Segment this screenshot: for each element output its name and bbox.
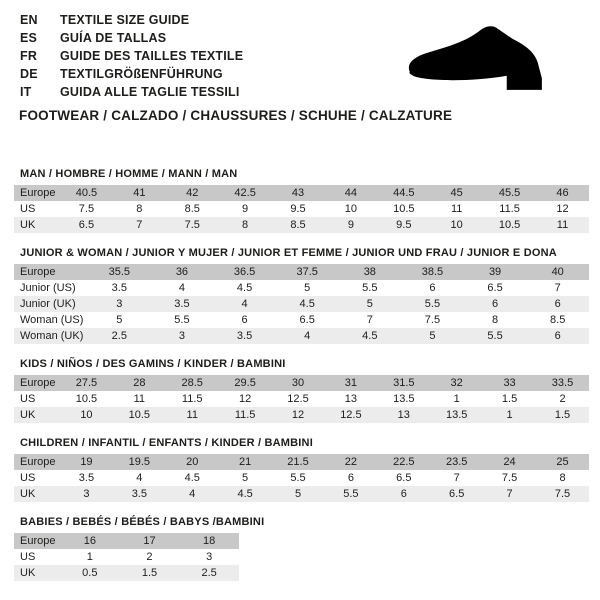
size-value-cell: 21.5 — [272, 454, 325, 470]
size-value-cell: 3.5 — [213, 328, 276, 344]
size-value-cell: 11 — [536, 217, 589, 233]
size-section — [0, 358, 600, 423]
size-value-cell: 3.5 — [151, 296, 214, 312]
row-label-cell: Junior (UK) — [14, 296, 88, 312]
size-value-cell: 1.5 — [536, 407, 589, 423]
row-label-cell: Woman (US) — [20, 314, 84, 326]
size-tables-container — [0, 168, 600, 595]
size-value-cell: 1.5 — [120, 565, 180, 581]
size-value-cell: 6.5 — [487, 282, 503, 294]
size-value-cell: 8.5 — [184, 203, 200, 215]
size-value-cell: 6 — [429, 282, 436, 294]
size-value-cell: 21 — [219, 454, 272, 470]
table-row — [14, 565, 239, 581]
size-value-cell: 8 — [492, 314, 499, 326]
size-value-cell: 7 — [483, 486, 536, 502]
language-code: FR — [20, 49, 38, 63]
size-value-cell: 19.5 — [113, 454, 166, 470]
size-value-cell: 4 — [136, 472, 143, 484]
table-row — [14, 454, 589, 470]
size-value-cell: 31.5 — [377, 375, 430, 391]
size-value-cell: 6.5 — [60, 217, 113, 233]
size-value-cell: 5 — [401, 328, 464, 344]
size-value-cell: 8 — [219, 217, 272, 233]
size-value-cell: 33 — [483, 375, 536, 391]
language-code: IT — [20, 85, 32, 99]
size-value-cell: 6 — [241, 314, 248, 326]
size-value-cell: 10.5 — [113, 407, 166, 423]
section-title: JUNIOR & WOMAN / JUNIOR Y MUJER / JUNIOR ET FEMME / JUNIOR UND FRAU / JUNIOR E DONA — [20, 247, 557, 259]
size-value-cell: 11.5 — [499, 203, 520, 215]
category-title: FOOTWEAR / CALZADO / CHAUSSURES / SCHUHE / CALZATURE — [19, 108, 453, 123]
size-value-cell: 13.5 — [393, 393, 415, 405]
size-value-cell: 40.5 — [60, 185, 113, 201]
row-label-cell: Woman (UK) — [14, 328, 88, 344]
size-value-cell: 7.5 — [166, 217, 219, 233]
size-value-cell: 4.5 — [236, 282, 253, 294]
size-value-cell: 12 — [556, 203, 569, 215]
size-value-cell: 45.5 — [483, 185, 536, 201]
size-value-cell: 29.5 — [219, 375, 272, 391]
table-row — [14, 201, 589, 217]
row-label-cell: Europe — [14, 533, 60, 549]
size-value-cell: 44.5 — [377, 185, 430, 201]
table-row — [14, 375, 589, 391]
size-value-cell: 3 — [151, 328, 214, 344]
section-title: MAN / HOMBRE / HOMME / MANN / MAN — [20, 168, 238, 180]
size-value-cell: 8 — [136, 203, 143, 215]
size-value-cell: 5 — [242, 472, 249, 484]
size-value-cell: 5.5 — [362, 282, 378, 294]
size-value-cell: 2.5 — [88, 328, 151, 344]
size-value-cell: 7 — [113, 217, 166, 233]
size-value-cell: 10.5 — [75, 393, 98, 405]
size-value-cell: 3.5 — [113, 486, 166, 502]
size-value-cell: 11.5 — [219, 407, 272, 423]
size-value-cell: 7 — [366, 314, 373, 326]
size-value-cell: 10.5 — [483, 217, 536, 233]
size-section — [0, 247, 600, 344]
row-label-cell: UK — [14, 217, 60, 233]
size-value-cell: 5.5 — [464, 328, 527, 344]
table-row — [14, 185, 589, 201]
size-value-cell: 23.5 — [430, 454, 483, 470]
size-value-cell: 3.5 — [78, 472, 95, 484]
size-table — [14, 454, 589, 502]
row-label-cell: US — [20, 393, 36, 405]
size-table — [14, 264, 589, 344]
table-row — [14, 312, 589, 328]
language-title: GUÍA DE TALLAS — [60, 31, 167, 45]
size-value-cell: 9 — [242, 203, 249, 215]
size-value-cell: 10.5 — [393, 203, 415, 215]
size-table — [14, 185, 589, 233]
size-value-cell: 5 — [116, 314, 123, 326]
size-value-cell: 2 — [146, 551, 153, 563]
size-value-cell: 6.5 — [396, 472, 412, 484]
table-row — [14, 280, 589, 296]
row-label-cell: US — [20, 203, 36, 215]
size-value-cell: 11.5 — [181, 393, 203, 405]
size-value-cell: 39 — [464, 264, 527, 280]
language-row — [20, 83, 243, 101]
row-label-cell: Europe — [14, 185, 60, 201]
size-value-cell: 6 — [347, 472, 354, 484]
table-row — [14, 264, 589, 280]
size-value-cell: 41 — [113, 185, 166, 201]
row-label-cell: UK — [14, 407, 60, 423]
size-value-cell: 30 — [272, 375, 325, 391]
size-value-cell: 6 — [464, 296, 527, 312]
size-value-cell: 7 — [453, 472, 460, 484]
size-value-cell: 8.5 — [550, 314, 566, 326]
size-value-cell: 10 — [60, 407, 113, 423]
size-value-cell: 5.5 — [290, 472, 306, 484]
size-value-cell: 11 — [450, 203, 463, 215]
size-value-cell: 43 — [272, 185, 325, 201]
size-value-cell: 4 — [213, 296, 276, 312]
size-value-cell: 3 — [88, 296, 151, 312]
size-value-cell: 45 — [430, 185, 483, 201]
section-title: KIDS / NIÑOS / DES GAMINS / KINDER / BAMBINI — [20, 358, 286, 370]
size-value-cell: 18 — [179, 533, 239, 549]
size-section — [0, 437, 600, 502]
size-value-cell: 19 — [60, 454, 113, 470]
size-value-cell: 12 — [272, 407, 325, 423]
size-value-cell: 3.5 — [111, 282, 127, 294]
size-value-cell: 8 — [559, 472, 566, 484]
row-label-cell: Europe — [14, 375, 60, 391]
size-value-cell: 22 — [324, 454, 377, 470]
size-value-cell: 9.5 — [377, 217, 430, 233]
size-value-cell: 40 — [526, 264, 589, 280]
size-value-cell: 17 — [120, 533, 180, 549]
size-section — [0, 516, 600, 581]
size-table — [14, 375, 589, 423]
size-value-cell: 9.5 — [290, 203, 306, 215]
size-value-cell: 44 — [324, 185, 377, 201]
table-row — [14, 470, 589, 486]
size-value-cell: 7.5 — [536, 486, 589, 502]
row-label-cell: Junior (US) — [20, 282, 76, 294]
size-value-cell: 1.5 — [501, 393, 518, 405]
size-value-cell: 1 — [453, 393, 460, 405]
table-row — [14, 549, 239, 565]
size-value-cell: 7.5 — [78, 203, 95, 215]
size-value-cell: 1 — [483, 407, 536, 423]
size-value-cell: 36.5 — [213, 264, 276, 280]
size-value-cell: 6.5 — [299, 314, 315, 326]
size-value-cell: 6 — [526, 296, 589, 312]
section-title: BABIES / BEBÉS / BÉBÉS / BABYS /BAMBINI — [20, 516, 265, 528]
size-value-cell: 9 — [324, 217, 377, 233]
size-value-cell: 24 — [483, 454, 536, 470]
size-value-cell: 3 — [206, 551, 213, 563]
size-value-cell: 11 — [133, 393, 146, 405]
size-value-cell: 4.5 — [184, 472, 200, 484]
size-value-cell: 6 — [377, 486, 430, 502]
size-value-cell: 13.5 — [430, 407, 483, 423]
size-value-cell: 25 — [536, 454, 589, 470]
size-value-cell: 32 — [430, 375, 483, 391]
language-row — [20, 29, 243, 47]
size-value-cell: 2.5 — [179, 565, 239, 581]
language-code: DE — [20, 67, 38, 81]
size-value-cell: 33.5 — [536, 375, 589, 391]
language-code: EN — [20, 13, 38, 27]
size-section — [0, 168, 600, 233]
row-label-cell: US — [20, 551, 36, 563]
size-value-cell: 4 — [166, 486, 219, 502]
size-value-cell: 4 — [178, 282, 185, 294]
size-value-cell: 1 — [86, 551, 93, 563]
size-value-cell: 5 — [304, 282, 311, 294]
size-value-cell: 8.5 — [272, 217, 325, 233]
table-row — [14, 407, 589, 423]
size-value-cell: 7 — [554, 282, 561, 294]
size-value-cell: 0.5 — [60, 565, 120, 581]
language-row — [20, 47, 243, 65]
row-label-cell: Europe — [14, 264, 88, 280]
language-row — [20, 11, 243, 29]
table-row — [14, 217, 589, 233]
size-value-cell: 5.5 — [401, 296, 464, 312]
table-row — [14, 486, 589, 502]
table-row — [14, 328, 589, 344]
size-value-cell: 10 — [430, 217, 483, 233]
size-value-cell: 4.5 — [219, 486, 272, 502]
table-row — [14, 533, 239, 549]
size-value-cell: 28.5 — [166, 375, 219, 391]
size-value-cell: 22.5 — [377, 454, 430, 470]
language-title-block — [20, 11, 243, 101]
language-title: GUIDA ALLE TAGLIE TESSILI — [60, 85, 240, 99]
row-label-cell: US — [20, 472, 36, 484]
language-row — [20, 65, 243, 83]
language-title: TEXTILGRÖßENFÜHRUNG — [60, 67, 223, 81]
table-row — [14, 296, 589, 312]
size-value-cell: 10 — [344, 203, 358, 215]
language-title: TEXTILE SIZE GUIDE — [60, 13, 190, 27]
size-value-cell: 5.5 — [324, 486, 377, 502]
size-value-cell: 20 — [166, 454, 219, 470]
size-value-cell: 31 — [324, 375, 377, 391]
size-value-cell: 13 — [344, 393, 358, 405]
size-value-cell: 3 — [60, 486, 113, 502]
size-value-cell: 42.5 — [219, 185, 272, 201]
size-value-cell: 5 — [272, 486, 325, 502]
size-value-cell: 13 — [377, 407, 430, 423]
size-value-cell: 5 — [339, 296, 402, 312]
size-value-cell: 2 — [559, 393, 566, 405]
size-value-cell: 6.5 — [430, 486, 483, 502]
size-value-cell: 16 — [60, 533, 120, 549]
section-title: CHILDREN / INFANTIL / ENFANTS / KINDER / BAMBINI — [20, 437, 313, 449]
size-value-cell: 38 — [339, 264, 402, 280]
size-value-cell: 7.5 — [501, 472, 518, 484]
size-value-cell: 42 — [166, 185, 219, 201]
size-value-cell: 27.5 — [60, 375, 113, 391]
size-value-cell: 38.5 — [401, 264, 464, 280]
size-value-cell: 35.5 — [88, 264, 151, 280]
size-value-cell: 37.5 — [276, 264, 339, 280]
size-value-cell: 5.5 — [174, 314, 190, 326]
size-value-cell: 28 — [113, 375, 166, 391]
dress-shoe-icon — [392, 18, 578, 110]
size-value-cell: 46 — [536, 185, 589, 201]
row-label-cell: UK — [14, 486, 60, 502]
size-value-cell: 4 — [276, 328, 339, 344]
size-value-cell: 4.5 — [339, 328, 402, 344]
language-title: GUIDE DES TAILLES TEXTILE — [60, 49, 244, 63]
row-label-cell: UK — [14, 565, 60, 581]
size-value-cell: 12.5 — [324, 407, 377, 423]
size-value-cell: 12.5 — [287, 393, 309, 405]
table-row — [14, 391, 589, 407]
size-value-cell: 11 — [166, 407, 219, 423]
size-value-cell: 7.5 — [424, 314, 441, 326]
language-code: ES — [20, 31, 38, 45]
size-value-cell: 36 — [151, 264, 214, 280]
row-label-cell: Europe — [14, 454, 60, 470]
size-value-cell: 6 — [526, 328, 589, 344]
size-table — [14, 533, 239, 581]
size-value-cell: 4.5 — [276, 296, 339, 312]
size-value-cell: 12 — [238, 393, 252, 405]
